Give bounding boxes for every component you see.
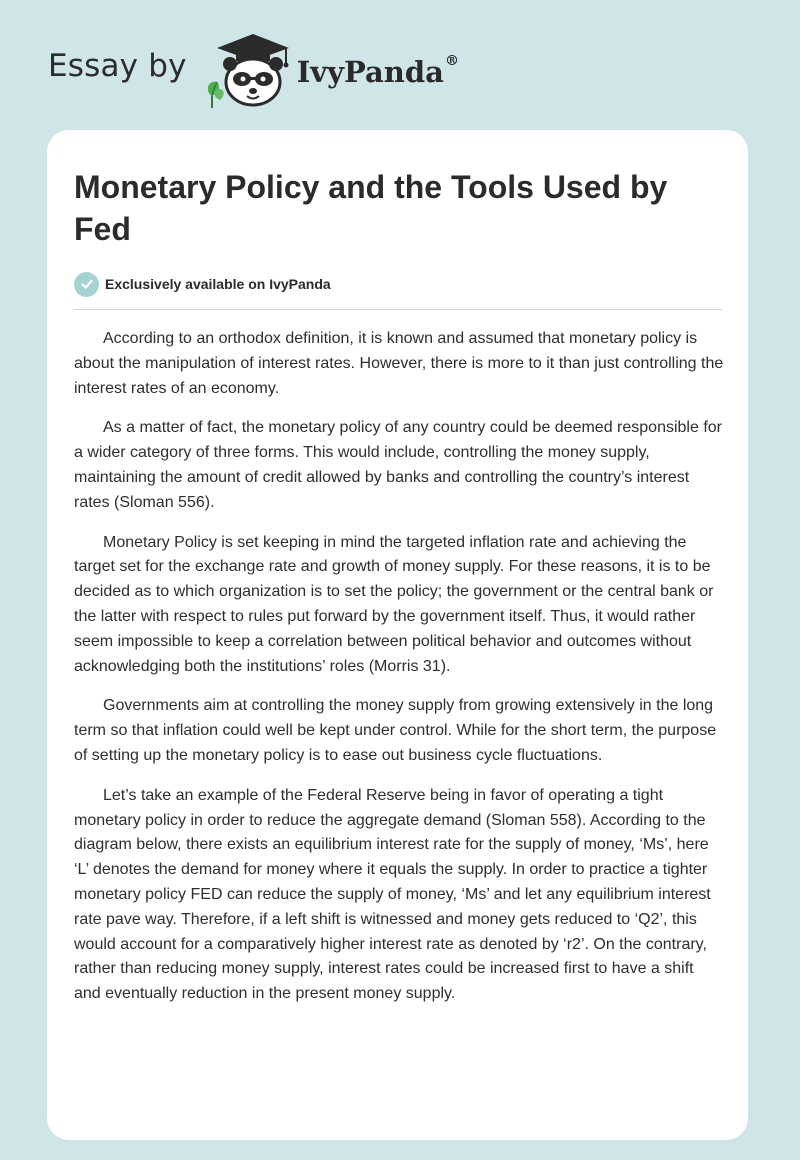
paragraph-4: Governments aim at controlling the money supply from growing extensively in the long term so that inflation could well be kept under control. While for the short term, the purpose of setting up the monetary policy is to ease out business cycle fluctuations.: [74, 697, 717, 764]
site-header: [48, 30, 459, 110]
paragraph-3: Monetary Policy is set keeping in mind the targeted inflation rate and achieving the target set for the exchange rate and growth of money supply. For these reasons, it is to be decided as to which organization is to set the policy; the government or the central bank or the latter with respect to rules put forward by the government itself. Thus, it would rather seem impossible to keep a correlation between political behavior and outcomes without acknowledging both the institutions’ roles (Morris 31).: [74, 533, 714, 675]
brand-text: IvyPanda: [296, 55, 444, 89]
paragraph-1: According to an orthodox definition, it is known and assumed that monetary policy is about the manipulation of interest rates. However, there is more to it than just controlling the interest rates of an economy.: [74, 330, 724, 397]
paragraph-2: As a matter of fact, the monetary policy of any country could be deemed responsible for a wider category of three forms. This would include, controlling the money supply, maintaining the amount of credit allowed by banks and controlling the country’s interest rates (Sloman 556).: [74, 419, 722, 511]
exclusive-label: Exclusively available on IvyPanda: [105, 276, 331, 292]
essay-by-label: Essay by: [48, 48, 187, 84]
essay-card: [47, 130, 748, 1140]
essay-body: [74, 327, 724, 1007]
page-title: Monetary Policy and the Tools Used by Fed: [74, 169, 668, 247]
paragraph-5: Let’s take an example of the Federal Reserve being in favor of operating a tight monetary policy in order to reduce the aggregate demand (Sloman 558). According to the diagram below, there exists an equilibrium interest rate for the supply of money, ‘Ms’, here ‘L’ denotes the demand for money where it equals the supply. In order to practice a tighter monetary policy FED can reduce the supply of money, ‘Ms’ and let any equilibrium interest rate pave way. Therefore, if a left shift is witnessed and money gets reduced to ‘Q2’, this would account for a comparatively higher interest rate as denoted by ‘r2’. On the contrary, rather than reducing money supply, interest rates could be increased first to have a shift and eventually reduction in the present money supply.: [74, 786, 711, 1003]
divider: [74, 309, 722, 310]
exclusive-badge: [74, 269, 722, 299]
brand-name[interactable]: [297, 55, 459, 89]
check-icon: [74, 272, 99, 297]
panda-logo-icon[interactable]: [203, 30, 303, 110]
registered-mark: ®: [444, 53, 459, 70]
